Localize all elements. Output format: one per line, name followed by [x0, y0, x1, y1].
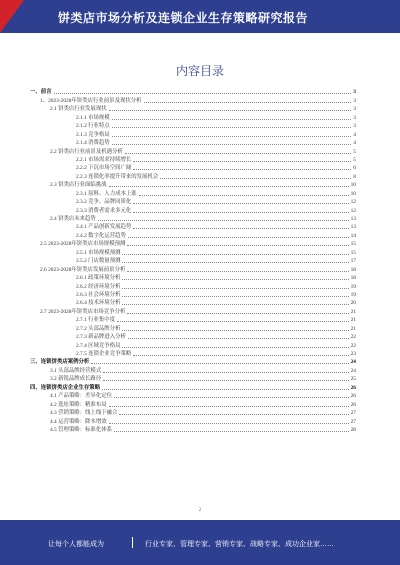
toc-entry[interactable] [30, 230, 356, 238]
toc-entry[interactable] [30, 247, 356, 255]
toc-entry[interactable] [30, 391, 356, 399]
toc-entry-page: 12 [350, 199, 356, 206]
toc-entry-page: 4 [353, 131, 356, 138]
toc-leader-dots [144, 102, 352, 103]
toc-entry[interactable] [30, 332, 356, 340]
toc-entry[interactable] [30, 188, 356, 196]
toc-entry-label: 2.3.2 竞争、品牌同质化 [76, 199, 132, 206]
toc-entry-label: 3.1 头部品牌经营模式 [50, 367, 102, 374]
toc-entry-page: 6 [353, 165, 356, 172]
toc-entry-page: 26 [350, 401, 356, 408]
toc-entry-label: 2.6.1 政策环境分析 [76, 275, 121, 282]
toc-entry[interactable] [30, 138, 356, 146]
toc-entry[interactable] [30, 315, 356, 323]
header-accent [0, 0, 24, 33]
toc-entry[interactable] [30, 214, 356, 222]
toc-entry-label: 4.1 产品策略：差异化定位 [50, 393, 112, 400]
toc-entry[interactable] [30, 171, 356, 179]
toc-entry-page: 18 [350, 266, 356, 273]
toc-entry[interactable] [30, 146, 356, 154]
toc-entry-label: 2.5.1 市场规模预测 [76, 249, 121, 256]
toc-entry-label: 1、2023-2028年饼类店行业前景及现状分析 [40, 97, 142, 104]
toc-entry-label: 2.3.1 原料、人力成本上涨 [76, 190, 137, 197]
toc-entry-page: 10 [350, 190, 356, 197]
toc-entry-page: 18 [350, 275, 356, 282]
toc-entry-page: 5 [353, 148, 356, 155]
toc-entry-page: 24 [350, 367, 356, 374]
toc-entry[interactable] [30, 281, 356, 289]
toc-entry-page: 3 [353, 114, 356, 121]
toc-entry-label: 一、前言 [30, 89, 52, 96]
toc-entry-page: 8 [353, 173, 356, 180]
toc-leader-dots [127, 271, 348, 272]
toc-entry-label: 2.1.3 竞争格局 [76, 131, 110, 138]
toc-entry-page: 27 [350, 410, 356, 417]
toc-leader-dots [109, 423, 349, 424]
footer-divider [132, 537, 133, 548]
toc-entry-page: 4 [353, 140, 356, 147]
toc-entry-label: 4.5 管理策略：标准化体系 [50, 426, 112, 433]
header-banner [0, 0, 400, 33]
toc-leader-dots [125, 153, 352, 154]
toc-entry-label: 2.2.2 下沉市场空间广阔 [76, 165, 132, 172]
toc-entry[interactable] [30, 425, 356, 433]
toc-entry-page: 25 [350, 376, 356, 383]
toc-entry-page: 13 [350, 216, 356, 222]
toc-entry[interactable] [30, 87, 356, 95]
toc-leader-dots [139, 195, 349, 196]
footer-banner [0, 520, 400, 565]
toc-entry[interactable] [30, 365, 356, 373]
toc-entry-label: 2.7 2023-2028年饼类店市场竞争分析 [40, 308, 126, 315]
toc-entry-label: 4.4 运营策略：降本增效 [50, 418, 107, 425]
toc-entry-page: 21 [350, 317, 356, 324]
toc-leader-dots [122, 279, 348, 280]
toc-leader-dots [103, 372, 348, 373]
toc-entry-label: 2.2 饼类店行业前景及机遇分析 [50, 148, 123, 155]
toc-entry-page: 15 [350, 241, 356, 248]
toc-leader-dots [133, 228, 348, 229]
toc-entry[interactable] [30, 340, 356, 348]
toc-entry-page: 13 [350, 224, 356, 231]
toc-leader-dots [127, 245, 348, 246]
toc-leader-dots [103, 380, 348, 381]
toc-entry[interactable] [30, 374, 356, 382]
toc-leader-dots [109, 186, 349, 187]
toc-entry-page: 24 [350, 359, 356, 366]
toc-entry-page: 21 [350, 325, 356, 332]
toc-leader-dots [122, 296, 348, 297]
toc-leader-dots [109, 110, 352, 111]
toc-entry[interactable] [30, 323, 356, 331]
toc-leader-dots [109, 406, 349, 407]
toc-entry-page: 3 [353, 106, 356, 113]
toc-entry-label: 2.3.3 消费者需求多元化 [76, 207, 132, 214]
page-number: 2 [198, 508, 202, 513]
toc-leader-dots [122, 288, 348, 289]
toc-entry-label: 2.1.4 消费趋势 [76, 140, 110, 147]
toc-entry-label: 2.5 2023-2028年饼类店市场规模预测 [40, 241, 126, 248]
toc-leader-dots [122, 262, 348, 263]
toc-entry[interactable] [30, 205, 356, 213]
toc-entry-label: 2.6.3 社会环境分析 [76, 291, 121, 298]
toc-entry-page: 3 [353, 97, 356, 104]
toc-leader-dots [112, 144, 352, 145]
toc-entry-label: 2.6 2023-2028年饼类店发展前景分析 [40, 266, 126, 273]
footer-tagline: 行业专家、管理专家、营销专家、战略专家、成功企业家…… [145, 541, 334, 548]
toc-entry-label: 2.2.3 连锁化率提升带来的发展机会 [76, 173, 159, 180]
toc-entry[interactable] [30, 290, 356, 298]
toc-entry-label: 2.3 饼类店行业面临挑战 [50, 182, 107, 189]
toc-entry-page: 28 [350, 426, 356, 433]
toc-leader-dots [117, 321, 349, 322]
toc-leader-dots [133, 169, 351, 170]
footer-brand: 让每个人都能成为 [48, 541, 104, 548]
toc-entry[interactable] [30, 273, 356, 281]
toc-entry-label: 2.7.2 头部品牌分析 [76, 325, 121, 332]
toc-entry-page: 5 [353, 156, 356, 163]
toc-leader-dots [91, 363, 348, 364]
toc-leader-dots [112, 136, 352, 137]
toc-entry-page: 26 [350, 393, 356, 400]
toc-entry-label: 2.6.2 经济环境分析 [76, 283, 121, 290]
toc-entry[interactable] [30, 95, 356, 103]
toc-entry[interactable] [30, 121, 356, 129]
toc-entry[interactable] [30, 104, 356, 112]
toc-leader-dots [160, 178, 351, 179]
toc-entry-page: 12 [350, 207, 356, 214]
toc-entry-page: 27 [350, 418, 356, 425]
toc-entry[interactable] [30, 357, 356, 365]
toc-entry-label: 2.4.1 产品创新发展趋势 [76, 224, 132, 231]
toc-entry[interactable] [30, 239, 356, 247]
toc-entry-label: 2.4 饼类店未来趋势 [50, 216, 96, 222]
toc-leader-dots [112, 119, 352, 120]
toc-entry-page: 14 [350, 232, 356, 239]
toc-leader-dots [133, 203, 348, 204]
toc-entry-label: 4.2 选址策略：精准布局 [50, 401, 107, 408]
toc-entry-page: 15 [350, 249, 356, 256]
toc-entry-label: 2.7.5 连锁企业竞争策略 [76, 351, 132, 357]
toc-entry-label: 2.7.3 新品牌进入分析 [76, 334, 126, 341]
toc-entry-label: 2.4.2 数字化运营趋势 [76, 232, 126, 239]
toc-leader-dots [54, 93, 352, 94]
toc-leader-dots [114, 397, 349, 398]
toc-entry[interactable] [30, 306, 356, 314]
toc-entry-label: 4.3 营销策略：线上线下融合 [50, 410, 118, 417]
toc-entry[interactable] [30, 163, 356, 171]
toc-leader-dots [119, 414, 348, 415]
toc-entry[interactable] [30, 197, 356, 205]
toc-entry[interactable] [30, 298, 356, 306]
toc-leader-dots [128, 338, 349, 339]
toc-entry-label: 2.7.1 行业集中度 [76, 317, 116, 324]
toc-entry[interactable] [30, 399, 356, 407]
toc-entry-label: 2.7.4 区域竞争格局 [76, 342, 121, 349]
toc-entry-label: 三、连锁饼类店案例分析 [30, 359, 90, 366]
toc-entry-page: 17 [350, 258, 356, 265]
toc-entry-label: 2.1 饼类店行业发展现状 [50, 106, 107, 113]
toc-leader-dots [128, 237, 349, 238]
toc-leader-dots [112, 127, 352, 128]
toc-leader-dots [133, 355, 348, 356]
toc-entry-page: 19 [350, 291, 356, 298]
toc-entry-page: 22 [350, 342, 356, 349]
toc-entry-label: 2.1.1 市场规模 [76, 114, 110, 121]
toc-entry-label: 2.6.4 技术环境分析 [76, 300, 121, 307]
toc-entry-label: 2.5.2 门店数量预测 [76, 258, 121, 265]
toc-leader-dots [127, 313, 348, 314]
toc-entry[interactable] [30, 155, 356, 163]
toc-entry[interactable] [30, 256, 356, 264]
toc-leader-dots [122, 304, 348, 305]
toc-entry[interactable] [30, 382, 356, 390]
toc-leader-dots [98, 220, 349, 221]
toc-entry[interactable] [30, 129, 356, 137]
toc-leader-dots [114, 431, 349, 432]
toc-leader-dots [133, 212, 348, 213]
toc-heading: 内容目录 [175, 64, 224, 78]
toc-entry[interactable] [30, 180, 356, 188]
toc-entry-page: 10 [350, 182, 356, 189]
toc-entry[interactable] [30, 264, 356, 272]
toc-entry-label: 四、连锁饼类店企业生存策略 [30, 384, 101, 391]
toc-entry[interactable] [30, 112, 356, 120]
toc-entry-page: 21 [350, 308, 356, 315]
table-of-contents [30, 87, 356, 433]
toc-entry-page: 20 [350, 300, 356, 307]
toc-entry[interactable] [30, 408, 356, 416]
toc-entry-label: 2.1.2 行业特点 [76, 123, 110, 130]
toc-leader-dots [122, 330, 348, 331]
toc-entry-page: 22 [350, 334, 356, 341]
toc-entry-page: 3 [353, 123, 356, 130]
toc-entry-label: 3.2 新锐品牌成长路径 [50, 376, 102, 383]
toc-leader-dots [133, 161, 351, 162]
toc-leader-dots [102, 389, 349, 390]
toc-entry-label: 2.2.1 市场需求持续增长 [76, 156, 132, 163]
report-title: 饼类店市场分析及连锁企业生存策略研究报告 [58, 11, 309, 25]
toc-leader-dots [122, 347, 348, 348]
toc-entry-page: 19 [350, 283, 356, 290]
toc-entry[interactable] [30, 349, 356, 357]
toc-entry[interactable] [30, 222, 356, 230]
toc-entry[interactable] [30, 416, 356, 424]
toc-leader-dots [122, 254, 348, 255]
toc-entry-page: 23 [350, 351, 356, 357]
toc-entry-page: 26 [350, 384, 356, 391]
toc-entry-page: 3 [353, 89, 356, 96]
